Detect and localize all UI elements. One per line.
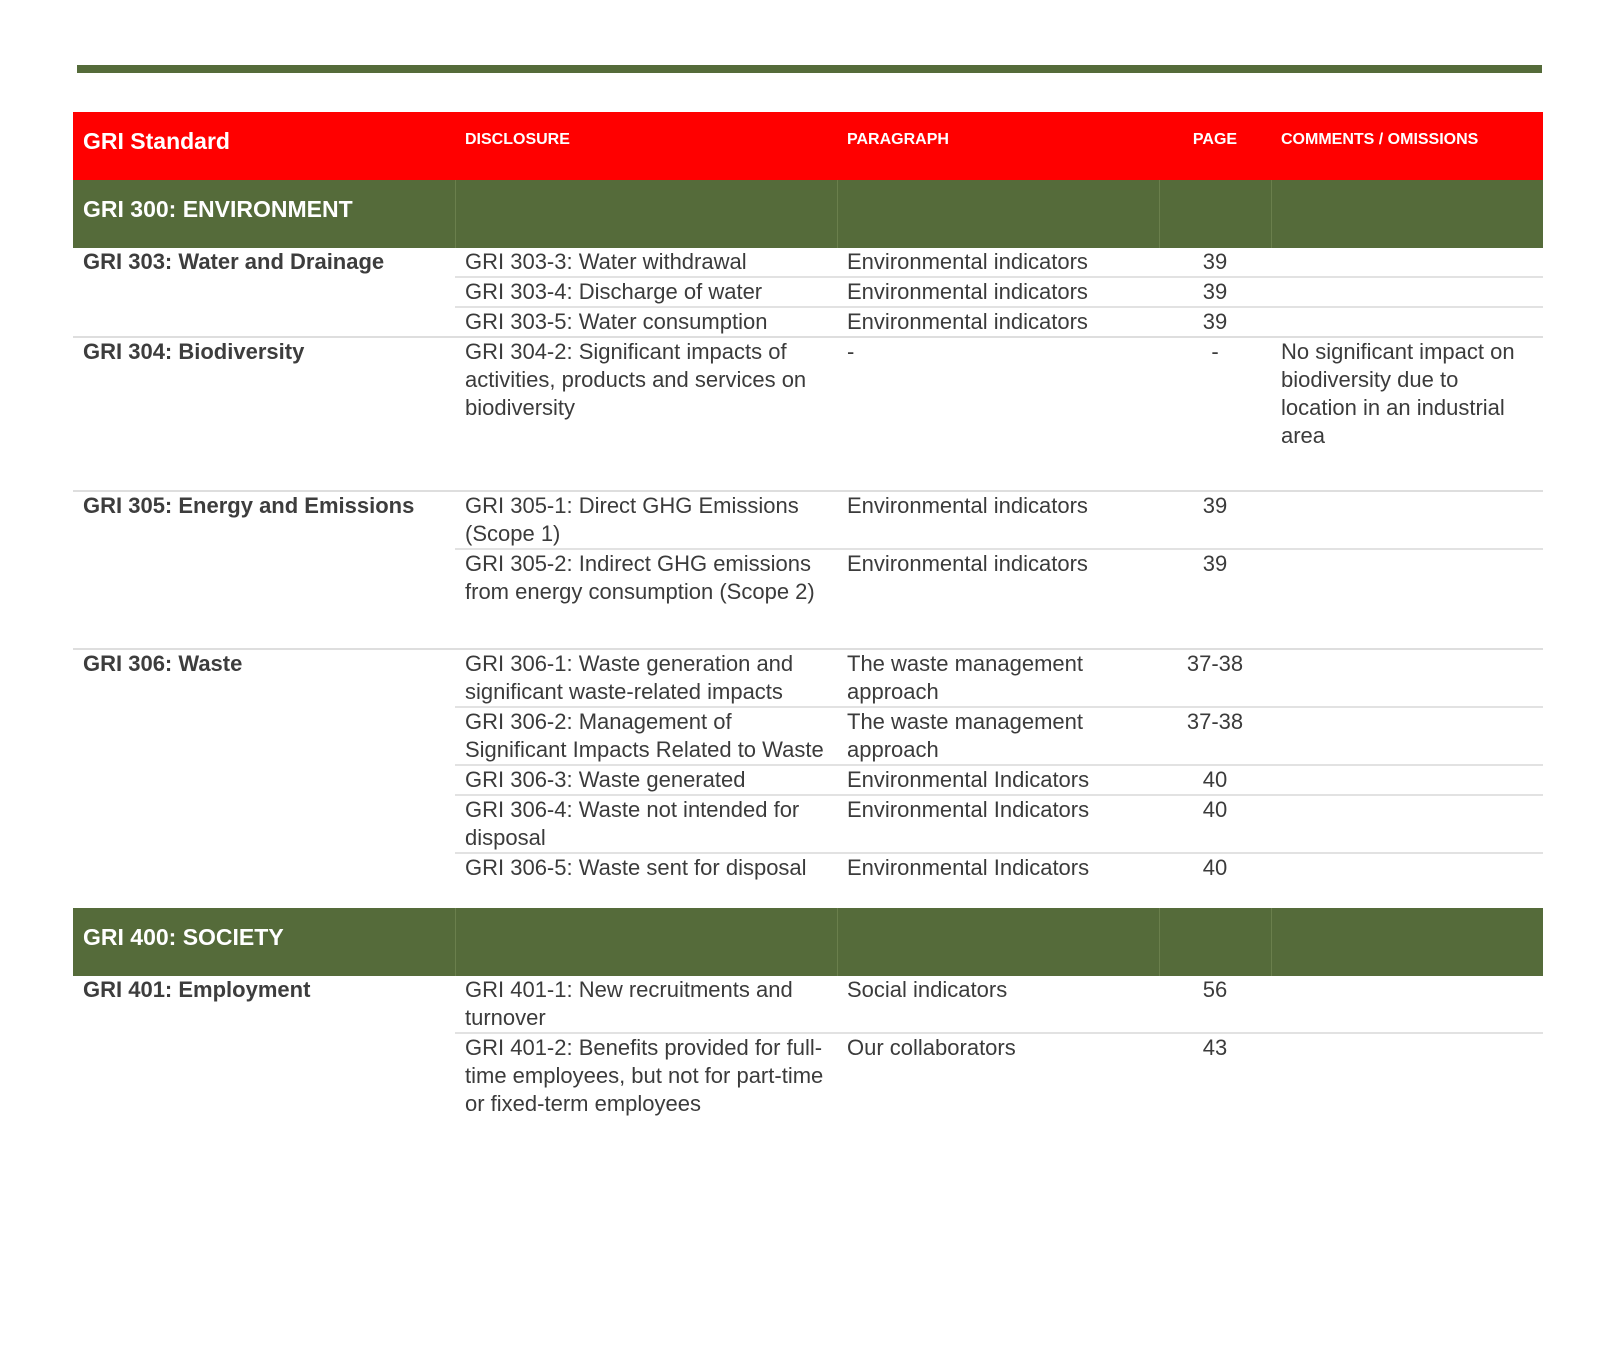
comment-cell xyxy=(1271,976,1543,1033)
table-row xyxy=(73,649,1543,707)
table-row xyxy=(73,248,1543,277)
header-standard: GRI Standard xyxy=(73,112,455,180)
paragraph-cell: Environmental indicators xyxy=(837,307,1159,337)
disclosure-cell: GRI 306-4: Waste not intended for disposal xyxy=(455,795,837,853)
disclosure-cell: GRI 306-1: Waste generation and significant waste-related impacts xyxy=(455,649,837,707)
page-cell: 40 xyxy=(1159,795,1271,853)
disclosure-cell: GRI 303-4: Discharge of water xyxy=(455,277,837,307)
comment-cell xyxy=(1271,1033,1543,1118)
section-title: GRI 300: ENVIRONMENT xyxy=(73,180,455,248)
paragraph-cell: Environmental Indicators xyxy=(837,795,1159,853)
page-cell: 39 xyxy=(1202,249,1228,274)
comment-cell xyxy=(1271,549,1543,649)
paragraph-cell: Environmental indicators xyxy=(837,549,1159,649)
comment-cell xyxy=(1271,765,1543,795)
page-cell: 39 xyxy=(1159,549,1271,649)
header-page: PAGE xyxy=(1159,112,1271,180)
page-cell: 37-38 xyxy=(1159,707,1271,765)
section-title: GRI 400: SOCIETY xyxy=(73,908,455,976)
page-cell: 43 xyxy=(1159,1033,1271,1118)
disclosure-cell: GRI 401-1: New recruitments and turnover xyxy=(465,977,793,1030)
header-disclosure: DISCLOSURE xyxy=(455,112,837,180)
table-row xyxy=(73,976,1543,1033)
page-cell: 40 xyxy=(1159,765,1271,795)
disclosure-cell: GRI 305-1: Direct GHG Emissions (Scope 1) xyxy=(455,491,837,549)
table-row xyxy=(73,337,1543,491)
comment-cell xyxy=(1271,795,1543,853)
page-cell: 39 xyxy=(1159,491,1271,549)
disclosure-cell: GRI 303-5: Water consumption xyxy=(455,307,837,337)
disclosure-cell: GRI 304-2: Significant impacts of activities, products and services on biodiversity xyxy=(455,337,837,491)
paragraph-cell: Social indicators xyxy=(847,977,1008,1002)
paragraph-cell: Environmental Indicators xyxy=(837,853,1159,882)
page-cell: 56 xyxy=(1202,977,1228,1002)
paragraph-cell: - xyxy=(837,337,1159,491)
disclosure-cell: GRI 401-2: Benefits provided for full-time employees, but not for part-time or fixed-term employees xyxy=(455,1033,837,1118)
comment-cell xyxy=(1271,277,1543,307)
table-header xyxy=(73,112,1543,180)
table-row xyxy=(73,491,1543,549)
comment-cell xyxy=(1271,491,1543,549)
page-cell: - xyxy=(1159,337,1271,491)
comment-cell xyxy=(1271,248,1543,277)
paragraph-cell: Environmental indicators xyxy=(837,277,1159,307)
disclosure-cell: GRI 303-3: Water withdrawal xyxy=(465,249,747,274)
comment-cell xyxy=(1271,853,1543,882)
section-society xyxy=(73,908,1543,976)
gri-content-index-table xyxy=(73,112,1543,1118)
paragraph-cell: The waste management approach xyxy=(837,649,1159,707)
comment-cell: No significant impact on biodiversity due to location in an industrial area xyxy=(1271,337,1543,491)
comment-cell xyxy=(1271,707,1543,765)
header-comments: COMMENTS / OMISSIONS xyxy=(1271,112,1543,180)
disclosure-cell: GRI 306-2: Management of Significant Impacts Related to Waste xyxy=(455,707,837,765)
paragraph-cell: Environmental Indicators xyxy=(837,765,1159,795)
standard-label: GRI 401: Employment xyxy=(83,977,311,1002)
disclosure-cell: GRI 305-2: Indirect GHG emissions from energy consumption (Scope 2) xyxy=(455,549,837,649)
comment-cell xyxy=(1271,307,1543,337)
disclosure-cell: GRI 306-3: Waste generated xyxy=(455,765,837,795)
page-cell: 39 xyxy=(1159,277,1271,307)
page-cell: 37-38 xyxy=(1159,649,1271,707)
paragraph-cell: The waste management approach xyxy=(837,707,1159,765)
paragraph-cell: Environmental indicators xyxy=(837,491,1159,549)
disclosure-cell: GRI 306-5: Waste sent for disposal xyxy=(455,853,837,882)
comment-cell xyxy=(1271,649,1543,707)
standard-label: GRI 306: Waste xyxy=(73,649,455,908)
paragraph-cell: Our collaborators xyxy=(837,1033,1159,1118)
top-rule xyxy=(77,65,1542,73)
standard-label: GRI 304: Biodiversity xyxy=(73,337,455,491)
paragraph-cell: Environmental indicators xyxy=(847,249,1088,274)
page-cell: 40 xyxy=(1159,853,1271,882)
standard-label: GRI 305: Energy and Emissions xyxy=(73,491,455,649)
section-environment xyxy=(73,180,1543,248)
page-cell: 39 xyxy=(1159,307,1271,337)
header-paragraph: PARAGRAPH xyxy=(837,112,1159,180)
standard-label: GRI 303: Water and Drainage xyxy=(83,249,385,274)
